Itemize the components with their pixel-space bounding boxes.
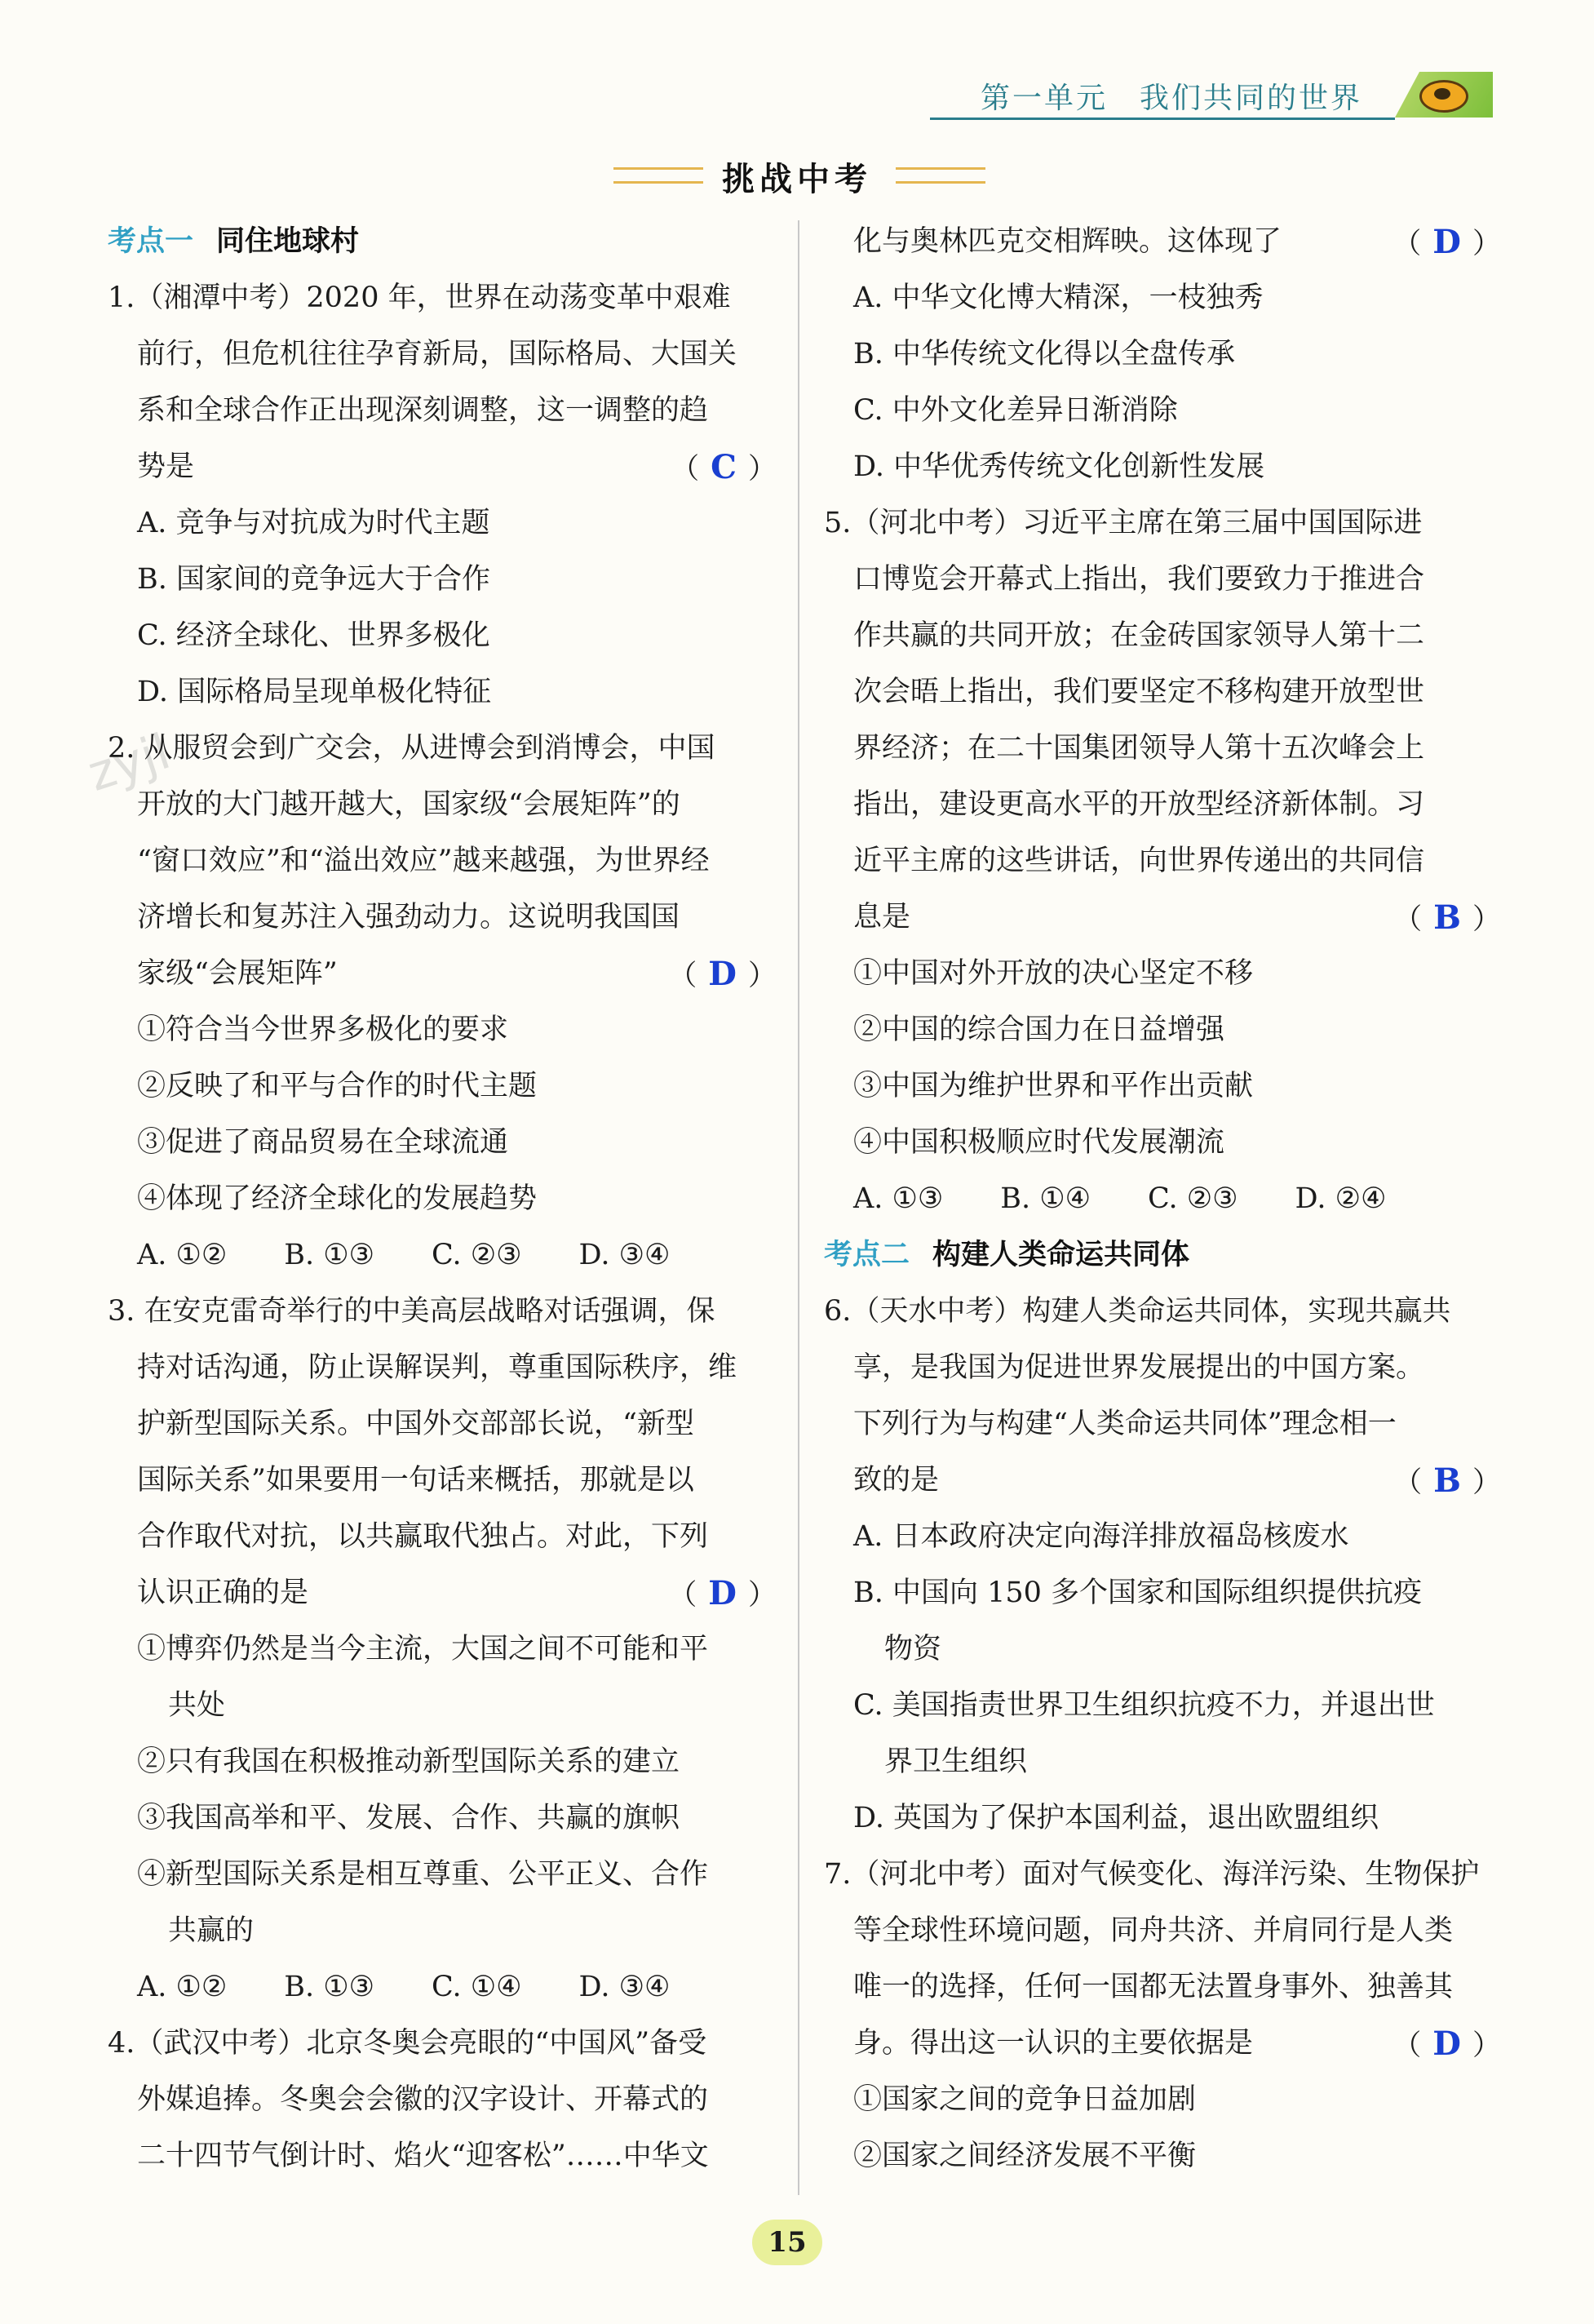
- section-title: 挑战中考: [722, 161, 872, 198]
- page-number: 15: [752, 2220, 822, 2265]
- line-text: ②反映了和平与合作的时代主题: [137, 1070, 538, 1102]
- line-text: 6.（天水中考）构建人类命运共同体，实现共赢共: [824, 1295, 1451, 1328]
- answer-option: [824, 1621, 1501, 1678]
- answer-bracket: （ D ）: [1393, 2025, 1501, 2063]
- line-text: ④中国积极顺应时代发展潮流: [853, 1126, 1225, 1159]
- question-text-line: [108, 1565, 777, 1621]
- question-text-line: [824, 552, 1501, 608]
- line-text: 息是: [853, 901, 911, 934]
- line-text: ①符合当今世界多极化的要求: [137, 1013, 509, 1046]
- line-text: ①博弈仍然是当今主流，大国之间不可能和平: [137, 1633, 709, 1665]
- line-text: B. 中华传统文化得以全盘传承: [853, 338, 1235, 370]
- question-text-line: [824, 1340, 1501, 1396]
- line-text: C. 经济全球化、世界多极化: [137, 619, 490, 652]
- question-text-line: [108, 2128, 777, 2184]
- question-stem: [108, 1284, 777, 1340]
- line-text: ④新型国际关系是相互尊重、公平正义、合作: [137, 1858, 709, 1891]
- question-text-line: [824, 777, 1501, 833]
- answer-option: [824, 383, 1501, 439]
- line-text: ①国家之间的竞争日益加剧: [853, 2083, 1197, 2116]
- line-text: 7.（河北中考）面对气候变化、海洋污染、生物保护: [824, 1858, 1480, 1891]
- question-text-line: [108, 1452, 777, 1509]
- line-text: ③我国高举和平、发展、合作、共赢的旗帜: [137, 1802, 680, 1834]
- line-text: 指出，建设更高水平的开放型经济新体制。习: [853, 788, 1425, 821]
- line-text: ④体现了经济全球化的发展趋势: [137, 1182, 538, 1215]
- line-text: ③中国为维护世界和平作出贡献: [853, 1070, 1254, 1102]
- line-text: D. 国际格局呈现单极化特征: [137, 676, 492, 708]
- line-text: ③促进了商品贸易在全球流通: [137, 1126, 509, 1159]
- line-text: 身。得出这一认识的主要依据是: [853, 2027, 1254, 2060]
- answer-option: [824, 1002, 1501, 1058]
- question-text-line: [824, 2016, 1501, 2072]
- line-text: 合作取代对抗，以共赢取代独占。对此，下列: [137, 1520, 709, 1553]
- key-point-heading: [108, 214, 777, 270]
- answer-letter: B: [1433, 898, 1461, 937]
- line-text: A. ①② B. ①③ C. ①④ D. ③④: [137, 1971, 671, 2003]
- question-text-line: [824, 833, 1501, 889]
- answer-option: [824, 1678, 1501, 1734]
- line-text: B. 国家间的竞争远大于合作: [137, 563, 490, 596]
- question-text-line: [108, 439, 777, 495]
- answer-option: [824, 1058, 1501, 1115]
- right-column: [824, 214, 1501, 2184]
- answer-option: [824, 1734, 1501, 1790]
- question-text-line: [108, 889, 777, 946]
- line-text: C. 美国指责世界卫生组织抗疫不力，并退出世: [853, 1689, 1435, 1722]
- line-text: 唯一的选择，任何一国都无法置身事外、独善其: [853, 1971, 1454, 2003]
- watermark: zyjl: [81, 723, 177, 803]
- line-text: A. 竞争与对抗成为时代主题: [137, 507, 490, 539]
- line-text: 济增长和复苏注入强劲动力。这说明我国国: [137, 901, 680, 934]
- line-text: 近平主席的这些讲话，向世界传递出的共同信: [853, 845, 1425, 877]
- line-text: 势是: [137, 450, 195, 483]
- answer-option: [824, 439, 1501, 495]
- question-stem: [824, 495, 1501, 552]
- answer-option: [824, 1115, 1501, 1171]
- line-text: D. 中华优秀传统文化创新性发展: [853, 450, 1265, 483]
- question-text-line: [824, 1452, 1501, 1509]
- line-text: 外媒追捧。冬奥会会徽的汉字设计、开幕式的: [137, 2083, 709, 2116]
- line-text: 家级“会展矩阵”: [137, 957, 338, 990]
- line-text: A. 日本政府决定向海洋排放福岛核废水: [853, 1520, 1349, 1553]
- answer-option: [824, 1790, 1501, 1847]
- answer-option: [108, 1171, 777, 1227]
- answer-option: [824, 1509, 1501, 1565]
- line-text: 享，是我国为促进世界发展提出的中国方案。: [853, 1351, 1425, 1384]
- line-text: 开放的大门越开越大，国家级“会展矩阵”的: [137, 788, 680, 821]
- answer-bracket: （ D ）: [1393, 223, 1501, 261]
- header-rule: [930, 118, 1395, 120]
- answer-bracket: （ B ）: [1393, 898, 1501, 937]
- answer-option: [108, 1227, 777, 1284]
- answer-option: [108, 1621, 777, 1678]
- page-header: [881, 67, 1525, 124]
- question-text-line: [108, 383, 777, 439]
- line-text: 护新型国际关系。中国外交部部长说，“新型: [137, 1408, 694, 1440]
- question-text-line: [108, 1340, 777, 1396]
- answer-bracket: （ D ）: [668, 955, 777, 993]
- line-text: 等全球性环境问题，同舟共济、并肩同行是人类: [853, 1914, 1454, 1947]
- question-stem: [824, 1847, 1501, 1903]
- line-text: 前行，但危机往往孕育新局，国际格局、大国关: [137, 338, 737, 370]
- answer-letter: B: [1433, 1461, 1461, 1500]
- answer-option: [824, 270, 1501, 326]
- line-text: 界卫生组织: [884, 1745, 1028, 1778]
- line-text: 下列行为与构建“人类命运共同体”理念相一: [853, 1408, 1397, 1440]
- answer-letter: C: [711, 448, 737, 486]
- line-text: ②中国的综合国力在日益增强: [853, 1013, 1225, 1046]
- line-text: 二十四节气倒计时、焰火“迎客松”……中华文: [137, 2140, 709, 2172]
- answer-option: [108, 495, 777, 552]
- answer-option: [108, 1790, 777, 1847]
- answer-bracket: （ C ）: [671, 448, 777, 486]
- line-text: B. 中国向 150 多个国家和国际组织提供抗疫: [853, 1577, 1423, 1609]
- question-text-line: [108, 833, 777, 889]
- answer-bracket: （ D ）: [668, 1574, 777, 1612]
- question-stem: [108, 270, 777, 326]
- line-text: 3. 在安克雷奇举行的中美高层战略对话强调，保: [108, 1295, 715, 1328]
- question-text-line: [824, 721, 1501, 777]
- line-text: 次会晤上指出，我们要坚定不移构建开放型世: [853, 676, 1425, 708]
- question-text-line: [108, 777, 777, 833]
- line-text: A. ①② B. ①③ C. ②③ D. ③④: [137, 1239, 671, 1271]
- line-text: ②国家之间经济发展不平衡: [853, 2140, 1197, 2172]
- key-point-title: 构建人类命运共同体: [932, 1239, 1190, 1271]
- line-text: 界经济；在二十国集团领导人第十五次峰会上: [853, 732, 1425, 765]
- unit-title: 第一单元 我们共同的世界: [980, 82, 1362, 115]
- question-text-line: [108, 1396, 777, 1452]
- line-text: 共赢的: [168, 1914, 255, 1947]
- line-text: 国际关系”如果要用一句话来概括，那就是以: [137, 1464, 694, 1497]
- answer-option: [824, 2072, 1501, 2128]
- question-stem: [108, 2016, 777, 2072]
- answer-option: [108, 1959, 777, 2016]
- line-text: 致的是: [853, 1464, 940, 1497]
- question-text-line: [824, 214, 1501, 270]
- line-text: “窗口效应”和“溢出效应”越来越强，为世界经: [137, 845, 710, 877]
- answer-letter: D: [708, 955, 737, 993]
- answer-option: [108, 1903, 777, 1959]
- line-text: A. 中华文化博大精深，一枝独秀: [853, 282, 1264, 314]
- line-text: ②只有我国在积极推动新型国际关系的建立: [137, 1745, 680, 1778]
- key-point-heading: [824, 1227, 1501, 1284]
- key-point-label: 考点一: [108, 225, 194, 258]
- line-text: 系和全球合作正出现深刻调整，这一调整的趋: [137, 394, 709, 427]
- answer-option: [108, 1734, 777, 1790]
- line-text: C. 中外文化差异日渐消除: [853, 394, 1178, 427]
- line-text: ①中国对外开放的决心坚定不移: [853, 957, 1254, 990]
- question-text-line: [824, 1959, 1501, 2016]
- key-point-label: 考点二: [824, 1239, 910, 1271]
- answer-letter: D: [1432, 223, 1461, 261]
- answer-option: [108, 552, 777, 608]
- line-text: 1.（湘潭中考）2020 年，世界在动荡变革中艰难: [108, 282, 731, 314]
- left-column: [108, 214, 777, 2184]
- logo-icon: [1419, 80, 1468, 113]
- answer-letter: D: [1432, 2025, 1461, 2063]
- line-text: 共处: [168, 1689, 226, 1722]
- line-text: 口博览会开幕式上指出，我们要致力于推进合: [853, 563, 1425, 596]
- question-text-line: [108, 2072, 777, 2128]
- answer-option: [108, 1115, 777, 1171]
- answer-option: [108, 1847, 777, 1903]
- answer-option: [824, 946, 1501, 1002]
- question-text-line: [824, 1396, 1501, 1452]
- answer-option: [108, 1002, 777, 1058]
- question-text-line: [108, 946, 777, 1002]
- line-text: 物资: [884, 1633, 942, 1665]
- question-text-line: [824, 889, 1501, 946]
- answer-letter: D: [708, 1574, 737, 1612]
- answer-option: [108, 608, 777, 664]
- question-text-line: [108, 1509, 777, 1565]
- answer-option: [824, 326, 1501, 383]
- answer-option: [108, 1678, 777, 1734]
- line-text: 5.（河北中考）习近平主席在第三届中国国际进: [824, 507, 1423, 539]
- column-divider: [798, 220, 799, 2195]
- answer-option: [108, 664, 777, 721]
- title-right-decoration: [896, 167, 985, 184]
- question-text-line: [824, 608, 1501, 664]
- line-text: 化与奥林匹克交相辉映。这体现了: [853, 225, 1282, 258]
- answer-option: [824, 2128, 1501, 2184]
- answer-option: [824, 1171, 1501, 1227]
- line-text: 持对话沟通，防止误解误判，尊重国际秩序，维: [137, 1351, 737, 1384]
- line-text: D. 英国为了保护本国利益，退出欧盟组织: [853, 1802, 1379, 1834]
- answer-bracket: （ B ）: [1393, 1461, 1501, 1500]
- line-text: 认识正确的是: [137, 1577, 309, 1609]
- question-text-line: [108, 326, 777, 383]
- answer-option: [108, 1058, 777, 1115]
- question-stem: [824, 1284, 1501, 1340]
- line-text: 作共赢的共同开放；在金砖国家领导人第十二: [853, 619, 1425, 652]
- question-stem: [108, 721, 777, 777]
- line-text: A. ①③ B. ①④ C. ②③ D. ②④: [853, 1182, 1387, 1215]
- answer-option: [824, 1565, 1501, 1621]
- line-text: 2. 从服贸会到广交会，从进博会到消博会，中国: [108, 732, 715, 765]
- key-point-title: 同住地球村: [216, 225, 360, 258]
- question-text-line: [824, 664, 1501, 721]
- line-text: 4.（武汉中考）北京冬奥会亮眼的“中国风”备受: [108, 2027, 707, 2060]
- question-text-line: [824, 1903, 1501, 1959]
